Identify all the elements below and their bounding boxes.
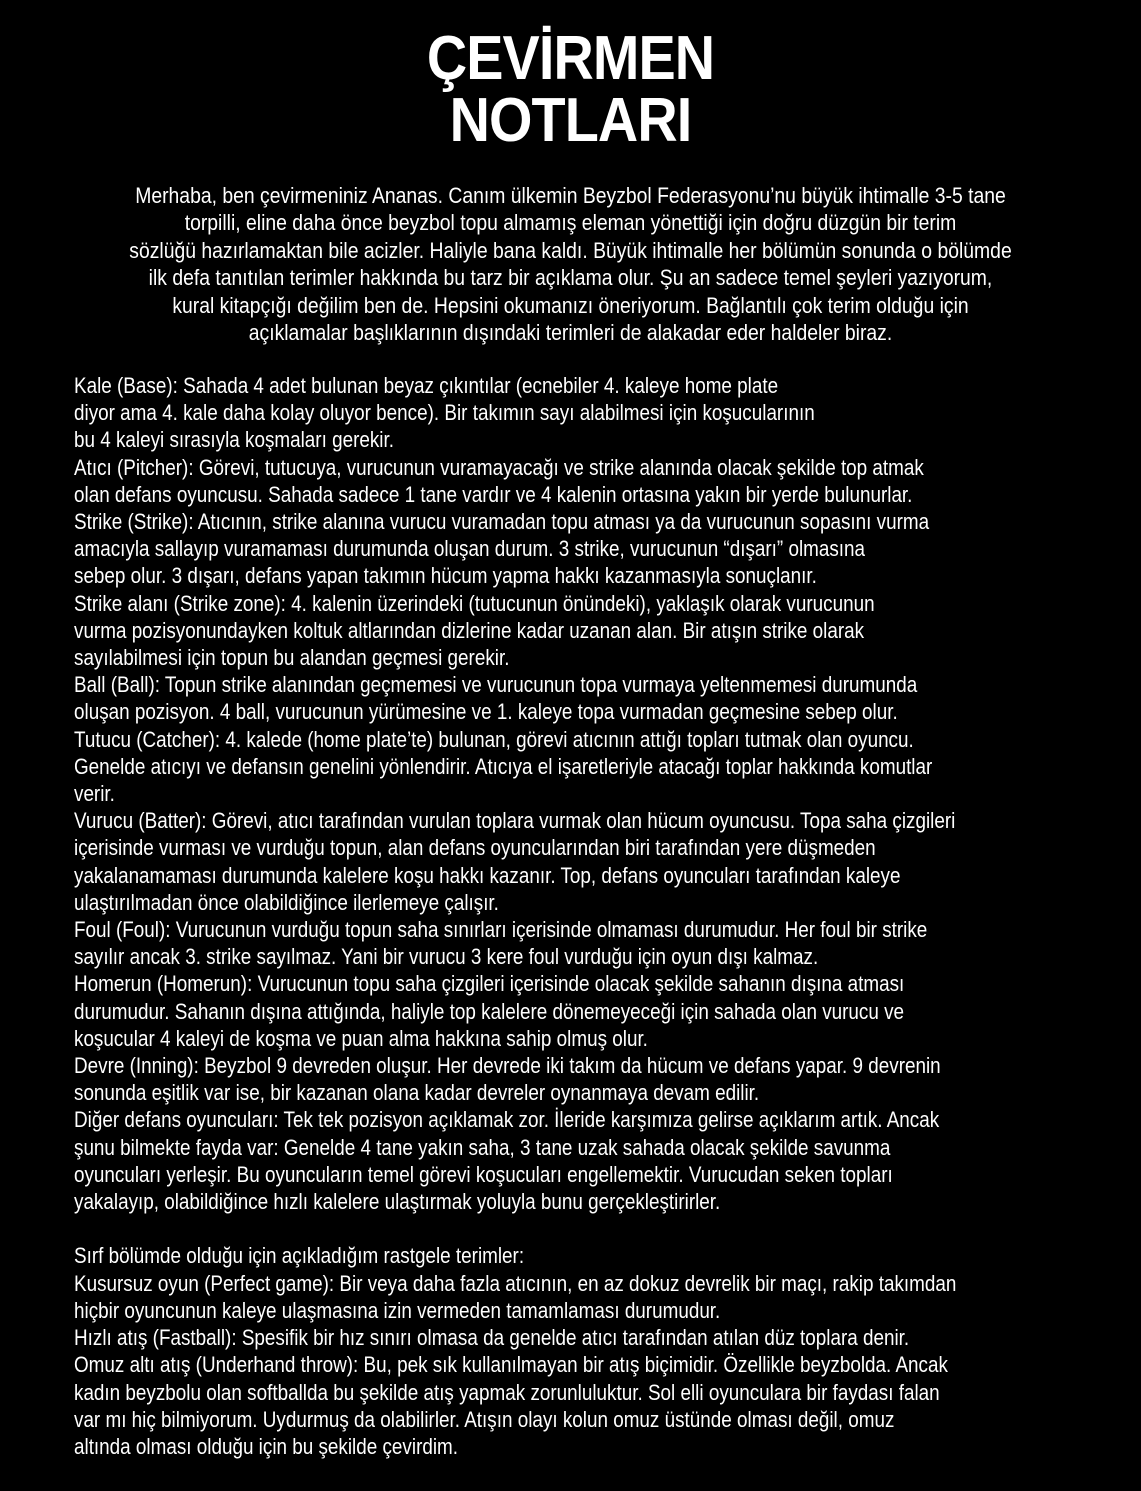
term-line: oluşan pozisyon. 4 ball, vurucunun yürümesine ve 1. kaleye topa vurmadan geçmesine sebep olur. bbox=[74, 699, 898, 725]
extra-line: Hızlı atış (Fastball): Spesifik bir hız sınırı olmasa da genelde atıcı tarafından atılan düz toplara denir. bbox=[74, 1325, 910, 1351]
extra-line: hiçbir oyuncunun kaleye ulaşmasına izin vermeden tamamlaması durumudur. bbox=[74, 1297, 721, 1323]
extra-line: Omuz altı atış (Underhand throw): Bu, pek sık kullanılmayan bir atış biçimidir. Özellikle beyzbolda. Ancak bbox=[74, 1352, 948, 1378]
term-line: Vurucu (Batter): Görevi, atıcı tarafından vurulan toplara vurmak olan hücum oyuncusu. Topa saha çizgileri bbox=[74, 808, 956, 834]
term-line: diyor ama 4. kale daha kolay oluyor bence). Bir takımın sayı alabilmesi için koşucularının bbox=[74, 400, 815, 426]
term-line: amacıyla sallayıp vuramaması durumunda oluşan durum. 3 strike, vurucunun “dışarı” olmasına bbox=[74, 536, 866, 562]
term-line: sonunda eşitlik var ise, bir kazanan olana kadar devreler oynanmaya devam edilir. bbox=[74, 1080, 760, 1106]
term-line: Strike (Strike): Atıcının, strike alanına vurucu vuramadan topu atması ya da vurucunun sopasını vurma bbox=[74, 509, 930, 535]
extra-heading: Sırf bölümde olduğu için açıkladığım rastgele terimler: bbox=[74, 1243, 525, 1269]
term-line: içerisinde vurması ve vurduğu topun, alan defans oyuncularından biri tarafından yere düşmeden bbox=[74, 835, 876, 861]
term-line: Genelde atıcıyı ve defansın genelini yönlendirir. Atıcıya el işaretleriyle atacağı toplar hakkında komutlar bbox=[74, 753, 933, 779]
term-line: Ball (Ball): Topun strike alanından geçmemesi ve vurucunun topa vurmaya yeltenmemesi durumunda bbox=[74, 672, 918, 698]
extra-line: kadın beyzbolu olan softballda bu şekilde atış yapmak zorunluluktur. Sol elli oyunculara bir faydası falan bbox=[74, 1379, 940, 1405]
intro-line: Merhaba, ben çevirmeniniz Ananas. Canım ülkemin Beyzbol Federasyonu’nu büyük ihtimalle 3-5 tane bbox=[135, 183, 1006, 208]
page-title bbox=[57, 24, 1084, 155]
intro-line: ilk defa tanıtılan terimler hakkında bu tarz bir açıklama olur. Şu an sadece temel şeyleri yazıyorum, bbox=[148, 265, 993, 291]
term-line: Kale (Base): Sahada 4 adet bulunan beyaz çıkıntılar (ecnebiler 4. kaleye home plate bbox=[74, 373, 779, 398]
term-line: bu 4 kaleyi sırasıyla koşmaları gerekir. bbox=[74, 427, 394, 453]
term-line: sayılabilmesi için topun bu alandan geçmesi gerekir. bbox=[74, 645, 510, 671]
term-line: Devre (Inning): Beyzbol 9 devreden oluşur. Her devrede iki takım da hücum ve defans yapar. 9 devrenin bbox=[74, 1053, 941, 1079]
intro-line: açıklamalar başlıklarının dışındaki terimleri de alakadar eder haldeler biraz. bbox=[248, 320, 893, 346]
term-line: oyuncuları yerleşir. Bu oyuncuların temel görevi koşucuları engellemektir. Vurucudan seken topları bbox=[74, 1161, 893, 1187]
term-line: Atıcı (Pitcher): Görevi, tutucuya, vurucunun vuramayacağı ve strike alanında olacak şekilde top atmak bbox=[74, 454, 924, 480]
term-line: Tutucu (Catcher): 4. kalede (home plate’te) bulunan, görevi atıcının attığı topları tutmak olan oyuncu. bbox=[74, 726, 914, 752]
term-line: Diğer defans oyuncuları: Tek tek pozisyon açıklamak zor. İleride karşımıza gelirse açıklarım artık. Ancak bbox=[74, 1107, 940, 1133]
intro-line: sözlüğü hazırlamaktan bile acizler. Haliyle bana kaldı. Büyük ihtimalle her bölümün sonunda o bölümde bbox=[129, 237, 1012, 263]
intro-line: torpilli, eline daha önce beyzbol topu almamış eleman yönettiği için doğru düzgün bir terim bbox=[184, 210, 957, 236]
intro-line: kural kitapçığı değilim ben de. Hepsini okumanızı öneriyorum. Bağlantılı çok terim olduğu için bbox=[172, 292, 969, 318]
term-line: sebep olur. 3 dışarı, defans yapan takımın hücum yapma hakkı kazanmasıyla sonuçlanır. bbox=[74, 563, 817, 589]
term-line: sayılır ancak 3. strike sayılmaz. Yani bir vurucu 3 kere foul vurduğu için oyun dışı kalmaz. bbox=[74, 944, 819, 970]
term-line: verir. bbox=[74, 781, 115, 807]
term-line: yakalanamaması durumunda kalelere koşu hakkı kazanır. Top, defans oyuncuları tarafından kaleye bbox=[74, 862, 901, 888]
extra-line: altında olması olduğu için bu şekilde çevirdim. bbox=[74, 1433, 459, 1459]
term-line: Foul (Foul): Vurucunun vurduğu topun saha sınırları içerisinde olmaması durumudur. Her foul bir strike bbox=[74, 917, 928, 943]
extra-line: Kusursuz oyun (Perfect game): Bir veya daha fazla atıcının, en az dokuz devrelik bir maçı, rakip takımdan bbox=[74, 1270, 957, 1296]
term-line: durumudur. Sahanın dışına attığında, haliyle top kalelere dönemeyeceği için sahada olan vurucu ve bbox=[74, 998, 905, 1024]
term-line: olan defans oyuncusu. Sahada sadece 1 tane vardır ve 4 kalenin ortasına yakın bir yerde bulunurlar. bbox=[74, 481, 913, 507]
term-line: Homerun (Homerun): Vurucunun topu saha çizgileri içerisinde olacak şekilde sahanın dışına atması bbox=[74, 971, 905, 997]
extra-line: var mı hiç bilmiyorum. Uydurmuş da olabilirler. Atışın olayı kolun omuz üstünde olması değil, omuz bbox=[74, 1406, 895, 1432]
term-line: şunu bilmekte fayda var: Genelde 4 tane yakın saha, 3 tane uzak sahada olacak şekilde savunma bbox=[74, 1134, 891, 1160]
term-line: Strike alanı (Strike zone): 4. kalenin üzerindeki (tutucunun önündeki), yaklaşık olarak vurucunun bbox=[74, 590, 875, 616]
term-line: vurma pozisyonundayken koltuk altlarından dizlerine kadar uzanan alan. Bir atışın strike olarak bbox=[74, 617, 865, 643]
term-line: yakalayıp, olabildiğince hızlı kalelere ulaştırmak yoluyla bunu gerçekleştirirler. bbox=[74, 1189, 721, 1215]
term-line: koşucular 4 kaleyi de koşma ve puan alma hakkına sahip olmuş olur. bbox=[74, 1025, 648, 1051]
term-line: ulaştırılmadan önce olabildiğince ilerlemeye çalışır. bbox=[74, 889, 499, 915]
title-line-2: NOTLARI bbox=[449, 86, 692, 155]
title-line-1: ÇEVİRMEN bbox=[426, 24, 715, 93]
intro-paragraph bbox=[121, 182, 1019, 346]
paragraph-gap bbox=[74, 1215, 1052, 1242]
terms-glossary bbox=[74, 372, 1052, 1460]
